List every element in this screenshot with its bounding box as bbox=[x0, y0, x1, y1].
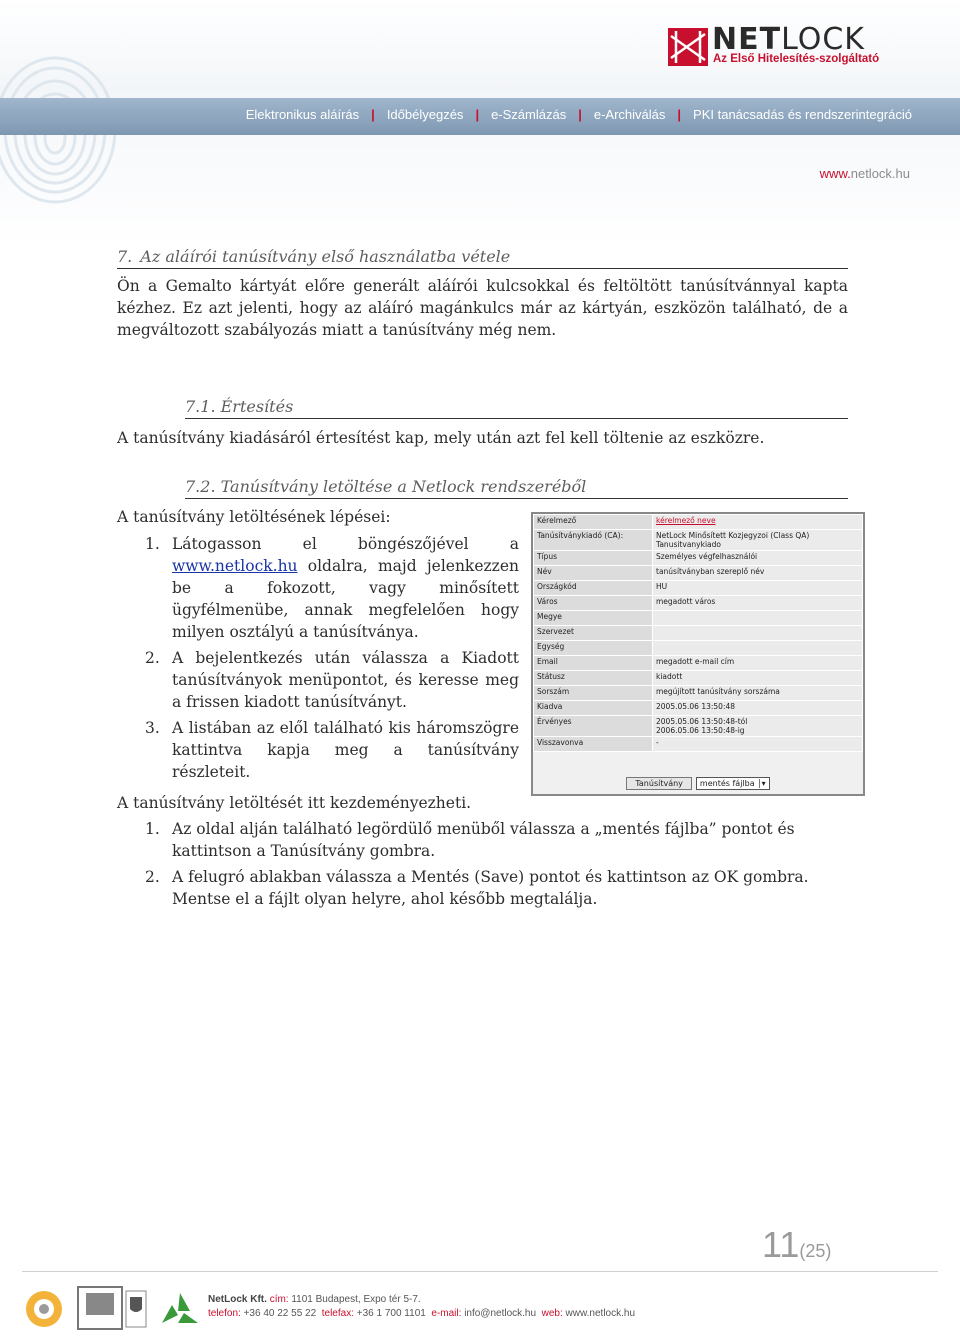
certificate-details-table bbox=[533, 514, 863, 752]
value-text: NetLock Minősített Kozjegyzoi (Class QA) bbox=[656, 531, 810, 540]
table-row bbox=[534, 641, 863, 656]
table-cell-value bbox=[653, 626, 863, 641]
table-cell-label: Kérelmező bbox=[534, 515, 653, 530]
netlock-logo-mark-icon bbox=[668, 28, 708, 66]
table-cell-value bbox=[653, 641, 863, 656]
table-cell-value bbox=[653, 581, 863, 596]
table-row bbox=[534, 716, 863, 737]
table-row bbox=[534, 686, 863, 701]
section-7-1-heading: 7.1. Értesítés bbox=[185, 397, 848, 419]
netlock-logo bbox=[668, 24, 918, 72]
table-cell-label: Kiadva bbox=[534, 701, 653, 716]
table-cell-value bbox=[653, 686, 863, 701]
table-cell-value bbox=[653, 671, 863, 686]
value-text: megújított tanúsítvány sorszáma bbox=[656, 687, 780, 696]
table-cell-label: Típus bbox=[534, 551, 653, 566]
value-text: HU bbox=[656, 582, 668, 591]
table-cell-value bbox=[653, 737, 863, 752]
save-option-select[interactable]: mentés fájlba ▾ bbox=[696, 777, 770, 790]
value-text: - bbox=[656, 738, 659, 747]
section-7-paragraph: Ön a Gemalto kártyát előre generált aláírói kulcsokkal és feltöltött tanúsítvánnyal kapta kézhez. Ez azt jelenti, hogy az aláíró magánkulcs már az kártyán, eszközön található, de a megváltozott szabályozás miatt a tanúsítvány még nem. bbox=[117, 277, 848, 339]
nav-item-pki: PKI tanácsadás és rendszerintegráció bbox=[693, 107, 912, 122]
certificate-details-screenshot bbox=[531, 512, 865, 796]
table-row bbox=[534, 581, 863, 596]
table-row bbox=[534, 626, 863, 641]
list-item: 2. A felugró ablakban válassza a Mentés (Save) pontot és kattintson az OK gombra. Mentse el a fájlt olyan helyre, ahol később megtalálja. bbox=[145, 868, 809, 908]
table-cell-value bbox=[653, 701, 863, 716]
header-nav-bar bbox=[0, 98, 960, 135]
table-row bbox=[534, 566, 863, 581]
netlock-link[interactable]: www.netlock.hu bbox=[172, 557, 298, 575]
site-url: www.netlock.hu bbox=[819, 166, 910, 181]
table-cell-value bbox=[653, 596, 863, 611]
value-text: 2005.05.06 13:50:48-tól bbox=[656, 717, 748, 726]
nav-separator: | bbox=[475, 107, 480, 122]
nav-separator: | bbox=[677, 107, 682, 122]
table-cell-value bbox=[653, 551, 863, 566]
table-cell-label: Státusz bbox=[534, 671, 653, 686]
chevron-down-icon: ▾ bbox=[759, 779, 766, 788]
table-cell-label: Tanúsítványkiadó (CA): bbox=[534, 530, 653, 551]
table-row bbox=[534, 671, 863, 686]
table-cell-value bbox=[653, 656, 863, 671]
save-steps-list bbox=[117, 818, 850, 914]
table-cell-value bbox=[653, 530, 863, 551]
table-row bbox=[534, 737, 863, 752]
table-cell-label: Érvényes bbox=[534, 716, 653, 737]
table-cell-label: Egység bbox=[534, 641, 653, 656]
section-7-2-heading: 7.2. Tanúsítvány letöltése a Netlock rendszeréből bbox=[185, 477, 848, 499]
download-start-text: A tanúsítvány letöltését itt kezdeményezheti. bbox=[117, 794, 472, 812]
table-cell-label: Név bbox=[534, 566, 653, 581]
table-cell-label: Szervezet bbox=[534, 626, 653, 641]
table-cell-label: Országkód bbox=[534, 581, 653, 596]
table-cell-label: Email bbox=[534, 656, 653, 671]
logo-text: NETLOCK bbox=[712, 22, 865, 57]
value-text: kiadott bbox=[656, 672, 683, 681]
table-cell-value bbox=[653, 566, 863, 581]
footer-divider bbox=[22, 1271, 938, 1272]
list-item: 1. Az oldal alján található legördülő menüből válassza a „mentés fájlba” pontot és kattintson a Tanúsítvány gombra. bbox=[145, 820, 795, 860]
list-item: 1. Látogasson el böngészőjével a www.netlock.hu oldalra, majd jelenkezzen be a fokozott, vagy minősített ügyfélmenübe, annak megfelelően hogy milyen osztályú a tanúsítványa. bbox=[145, 535, 519, 641]
value-text-secondary: Tanusitvanykiado bbox=[656, 540, 721, 549]
value-text: megadott város bbox=[656, 597, 716, 606]
table-row bbox=[534, 656, 863, 671]
list-item: 2. A bejelentkezés után válassza a Kiadott tanúsítványok menüpontot, és keresse meg a frissen kiadott tanúsítványt. bbox=[145, 649, 519, 711]
moody-logo-icon bbox=[78, 1287, 122, 1329]
ukas-logo-icon bbox=[126, 1291, 146, 1327]
value-text-secondary: 2006.05.06 13:50:48-ig bbox=[656, 726, 745, 735]
nav-separator: | bbox=[578, 107, 582, 122]
value-text: Személyes végfelhasználói bbox=[656, 552, 758, 561]
table-cell-value bbox=[653, 611, 863, 626]
recycle-icon bbox=[162, 1293, 198, 1323]
table-row bbox=[534, 515, 863, 530]
value-text: 2005.05.06 13:50:48 bbox=[656, 702, 736, 711]
nav-item-e-szamlazas: e-Számlázás bbox=[491, 107, 567, 122]
table-row bbox=[534, 701, 863, 716]
table-cell-label: Visszavonva bbox=[534, 737, 653, 752]
certificate-button[interactable]: Tanúsítvány bbox=[626, 777, 692, 790]
requester-link[interactable]: kérelmező neve bbox=[656, 516, 716, 525]
sgs-logo-icon bbox=[26, 1291, 62, 1327]
section-7-2-intro: A tanúsítvány letöltésének lépései: bbox=[117, 508, 391, 526]
table-cell-value bbox=[653, 515, 863, 530]
nav-separator: | bbox=[371, 107, 375, 122]
certification-logos bbox=[22, 1283, 204, 1333]
logo-slogan: Az Első Hitelesítés-szolgáltató bbox=[713, 53, 880, 65]
table-cell-label: Megye bbox=[534, 611, 653, 626]
value-text: megadott e-mail cím bbox=[656, 657, 735, 666]
value-text: tanúsítványban szereplő név bbox=[656, 567, 765, 576]
list-item: 3. A listában az elől található kis háromszögre kattintva kapja meg a tanúsítvány részleteit. bbox=[145, 719, 519, 781]
table-cell-value bbox=[653, 716, 863, 737]
company-contact-block bbox=[208, 1293, 635, 1321]
table-row bbox=[534, 551, 863, 566]
screenshot-controls bbox=[533, 777, 863, 790]
table-row bbox=[534, 530, 863, 551]
company-address-line: NetLock Kft. cím: 1101 Budapest, Expo tér 5-7. bbox=[208, 1294, 421, 1305]
table-cell-label: Város bbox=[534, 596, 653, 611]
company-contact-line: telefon: +36 40 22 55 22 telefax: +36 1 700 1101 e-mail: info@netlock.hu web: www.netlock.hu bbox=[208, 1308, 636, 1319]
section-7-1-paragraph: A tanúsítvány kiadásáról értesítést kap, mely után azt fel kell töltenie az eszközre. bbox=[117, 429, 765, 447]
nav-item-e-archivalas: e-Archiválás bbox=[593, 107, 666, 122]
nav-item-idobelyegzes: Időbélyegzés bbox=[386, 107, 464, 122]
section-7-heading: 7. Az aláírói tanúsítvány első használatba vétele bbox=[117, 247, 848, 269]
download-steps-list bbox=[117, 533, 519, 787]
table-row bbox=[534, 611, 863, 626]
nav-item-elektronikus-alairas: Elektronikus aláírás bbox=[245, 107, 360, 122]
page-number: 11(25) bbox=[762, 1224, 832, 1265]
table-row bbox=[534, 596, 863, 611]
table-cell-label: Sorszám bbox=[534, 686, 653, 701]
